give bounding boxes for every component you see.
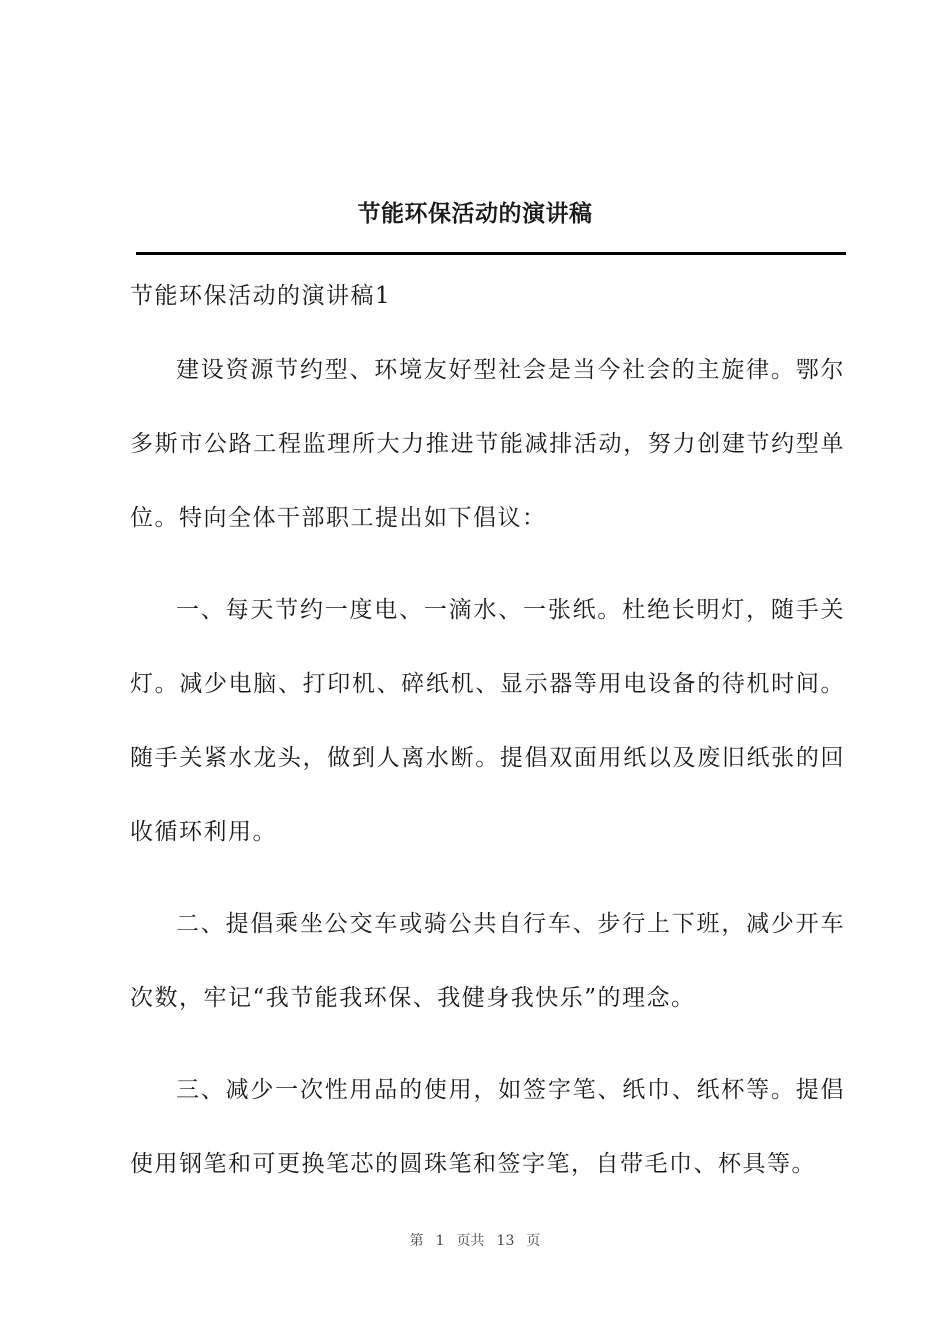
footer-suffix: 页 bbox=[526, 1233, 541, 1249]
document-body bbox=[130, 278, 845, 1201]
section-heading: 节能环保活动的演讲稿1 bbox=[130, 283, 392, 309]
paragraph-3: 二、提倡乘坐公交车或骑公共自行车、步行上下班，减少开车次数，牢记“我节能我环保、我健身我快乐”的理念。 bbox=[130, 911, 845, 1011]
document-title: 节能环保活动的演讲稿 bbox=[357, 200, 593, 227]
paragraph-2: 一、每天节约一度电、一滴水、一张纸。杜绝长明灯，随手关灯。减少电脑、打印机、碎纸机、显示器等用电设备的待机时间。随手关紧水龙头，做到人离水断。提倡双面用纸以及废旧纸张的回收循环利用。 bbox=[130, 597, 845, 845]
footer-mid: 页共 bbox=[456, 1233, 485, 1249]
title-divider bbox=[136, 252, 846, 255]
paragraph-4: 三、减少一次性用品的使用，如签字笔、纸巾、纸杯等。提倡使用钢笔和可更换笔芯的圆珠笔和签字笔，自带毛巾、杯具等。 bbox=[130, 1077, 845, 1177]
footer-total-pages: 13 bbox=[496, 1233, 515, 1249]
page-footer bbox=[0, 1230, 950, 1250]
paragraph-1: 建设资源节约型、环境友好型社会是当今社会的主旋律。鄂尔多斯市公路工程监理所大力推进节能减排活动，努力创建节约型单位。特向全体干部职工提出如下倡议： bbox=[130, 357, 845, 531]
footer-current-page: 1 bbox=[435, 1233, 445, 1249]
footer-prefix: 第 bbox=[409, 1233, 424, 1249]
